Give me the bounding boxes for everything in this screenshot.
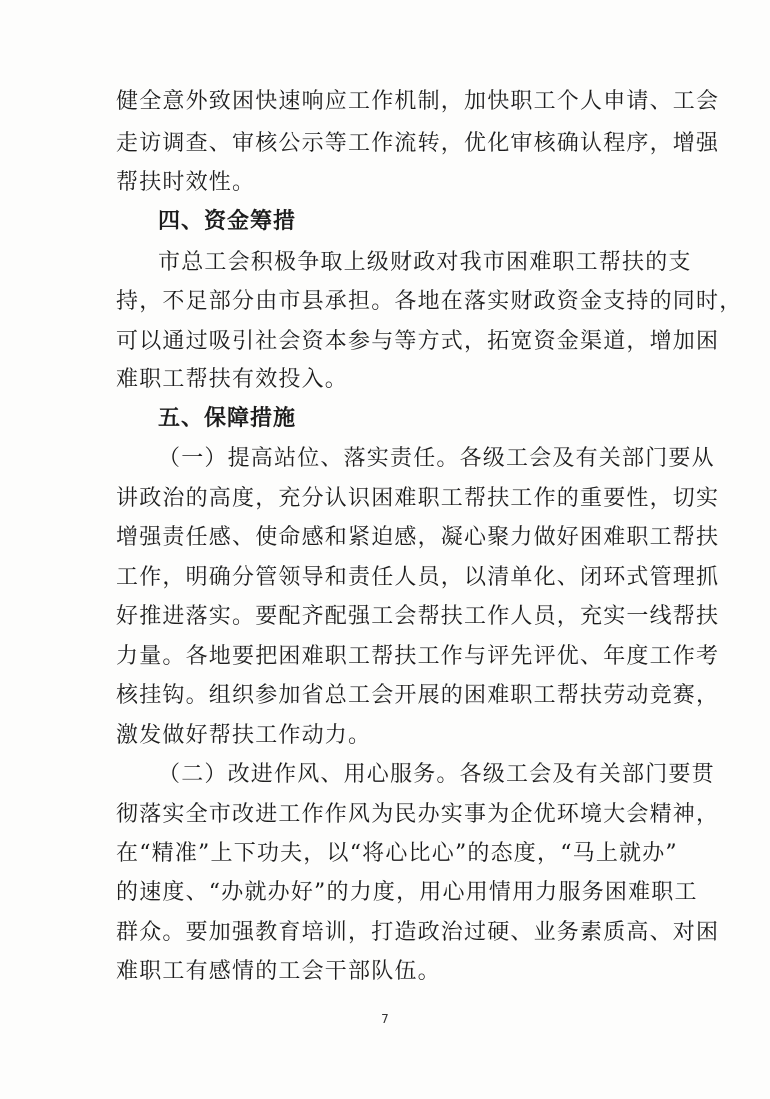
body-text-line: 持，不足部分由市县承担。各地在落实财政资金支持的同时，: [116, 289, 743, 314]
body-text-line: 在“精准”上下功夫，以“将心比心”的态度，“马上就办”: [116, 841, 678, 866]
body-text-line: 可以通过吸引社会资本参与等方式，拓宽资金渠道，增加困: [116, 329, 720, 354]
body-text-line: 健全意外致困快速响应工作机制，加快职工个人申请、工会: [116, 89, 720, 114]
section-heading: 四、资金筹措: [158, 209, 297, 234]
body-text-line: 走访调查、审核公示等工作流转，优化审核确认程序，增强: [116, 131, 720, 156]
page-number: 7: [381, 1012, 389, 1026]
body-text-line: 群众。要加强教育培训，打造政治过硬、业务素质高、对困: [116, 920, 720, 945]
body-text-line: 帮扶时效性。: [116, 170, 256, 195]
body-text-line: 的速度、“办就办好”的力度，用心用情用力服务困难职工: [116, 880, 698, 905]
body-text-line: 工作，明确分管领导和责任人员，以清单化、闭环式管理抓: [116, 565, 720, 590]
body-text-line: （一）提高站位、落实责任。各级工会及有关部门要从: [158, 446, 715, 471]
section-heading: 五、保障措施: [158, 406, 297, 431]
body-text-line: 市总工会积极争取上级财政对我市困难职工帮扶的支: [158, 250, 692, 275]
body-text-line: 激发做好帮扶工作动力。: [116, 723, 372, 748]
body-text-line: 好推进落实。要配齐配强工会帮扶工作人员，充实一线帮扶: [116, 604, 720, 629]
body-text-line: 难职工有感情的工会干部队伍。: [116, 959, 441, 984]
body-text-line: 力量。各地要把困难职工帮扶工作与评先评优、年度工作考: [116, 644, 720, 669]
body-text-line: 增强责任感、使命感和紧迫感，凝心聚力做好困难职工帮扶: [116, 525, 720, 550]
body-text-line: 核挂钩。组织参加省总工会开展的困难职工帮扶劳动竞赛，: [116, 683, 720, 708]
body-text-line: 彻落实全市改进工作作风为民办实事为企优环境大会精神，: [116, 802, 720, 827]
body-text-line: 难职工帮扶有效投入。: [116, 367, 349, 392]
body-text-line: 讲政治的高度，充分认识困难职工帮扶工作的重要性，切实: [116, 486, 720, 511]
body-text-line: （二）改进作风、用心服务。各级工会及有关部门要贯: [158, 762, 715, 787]
